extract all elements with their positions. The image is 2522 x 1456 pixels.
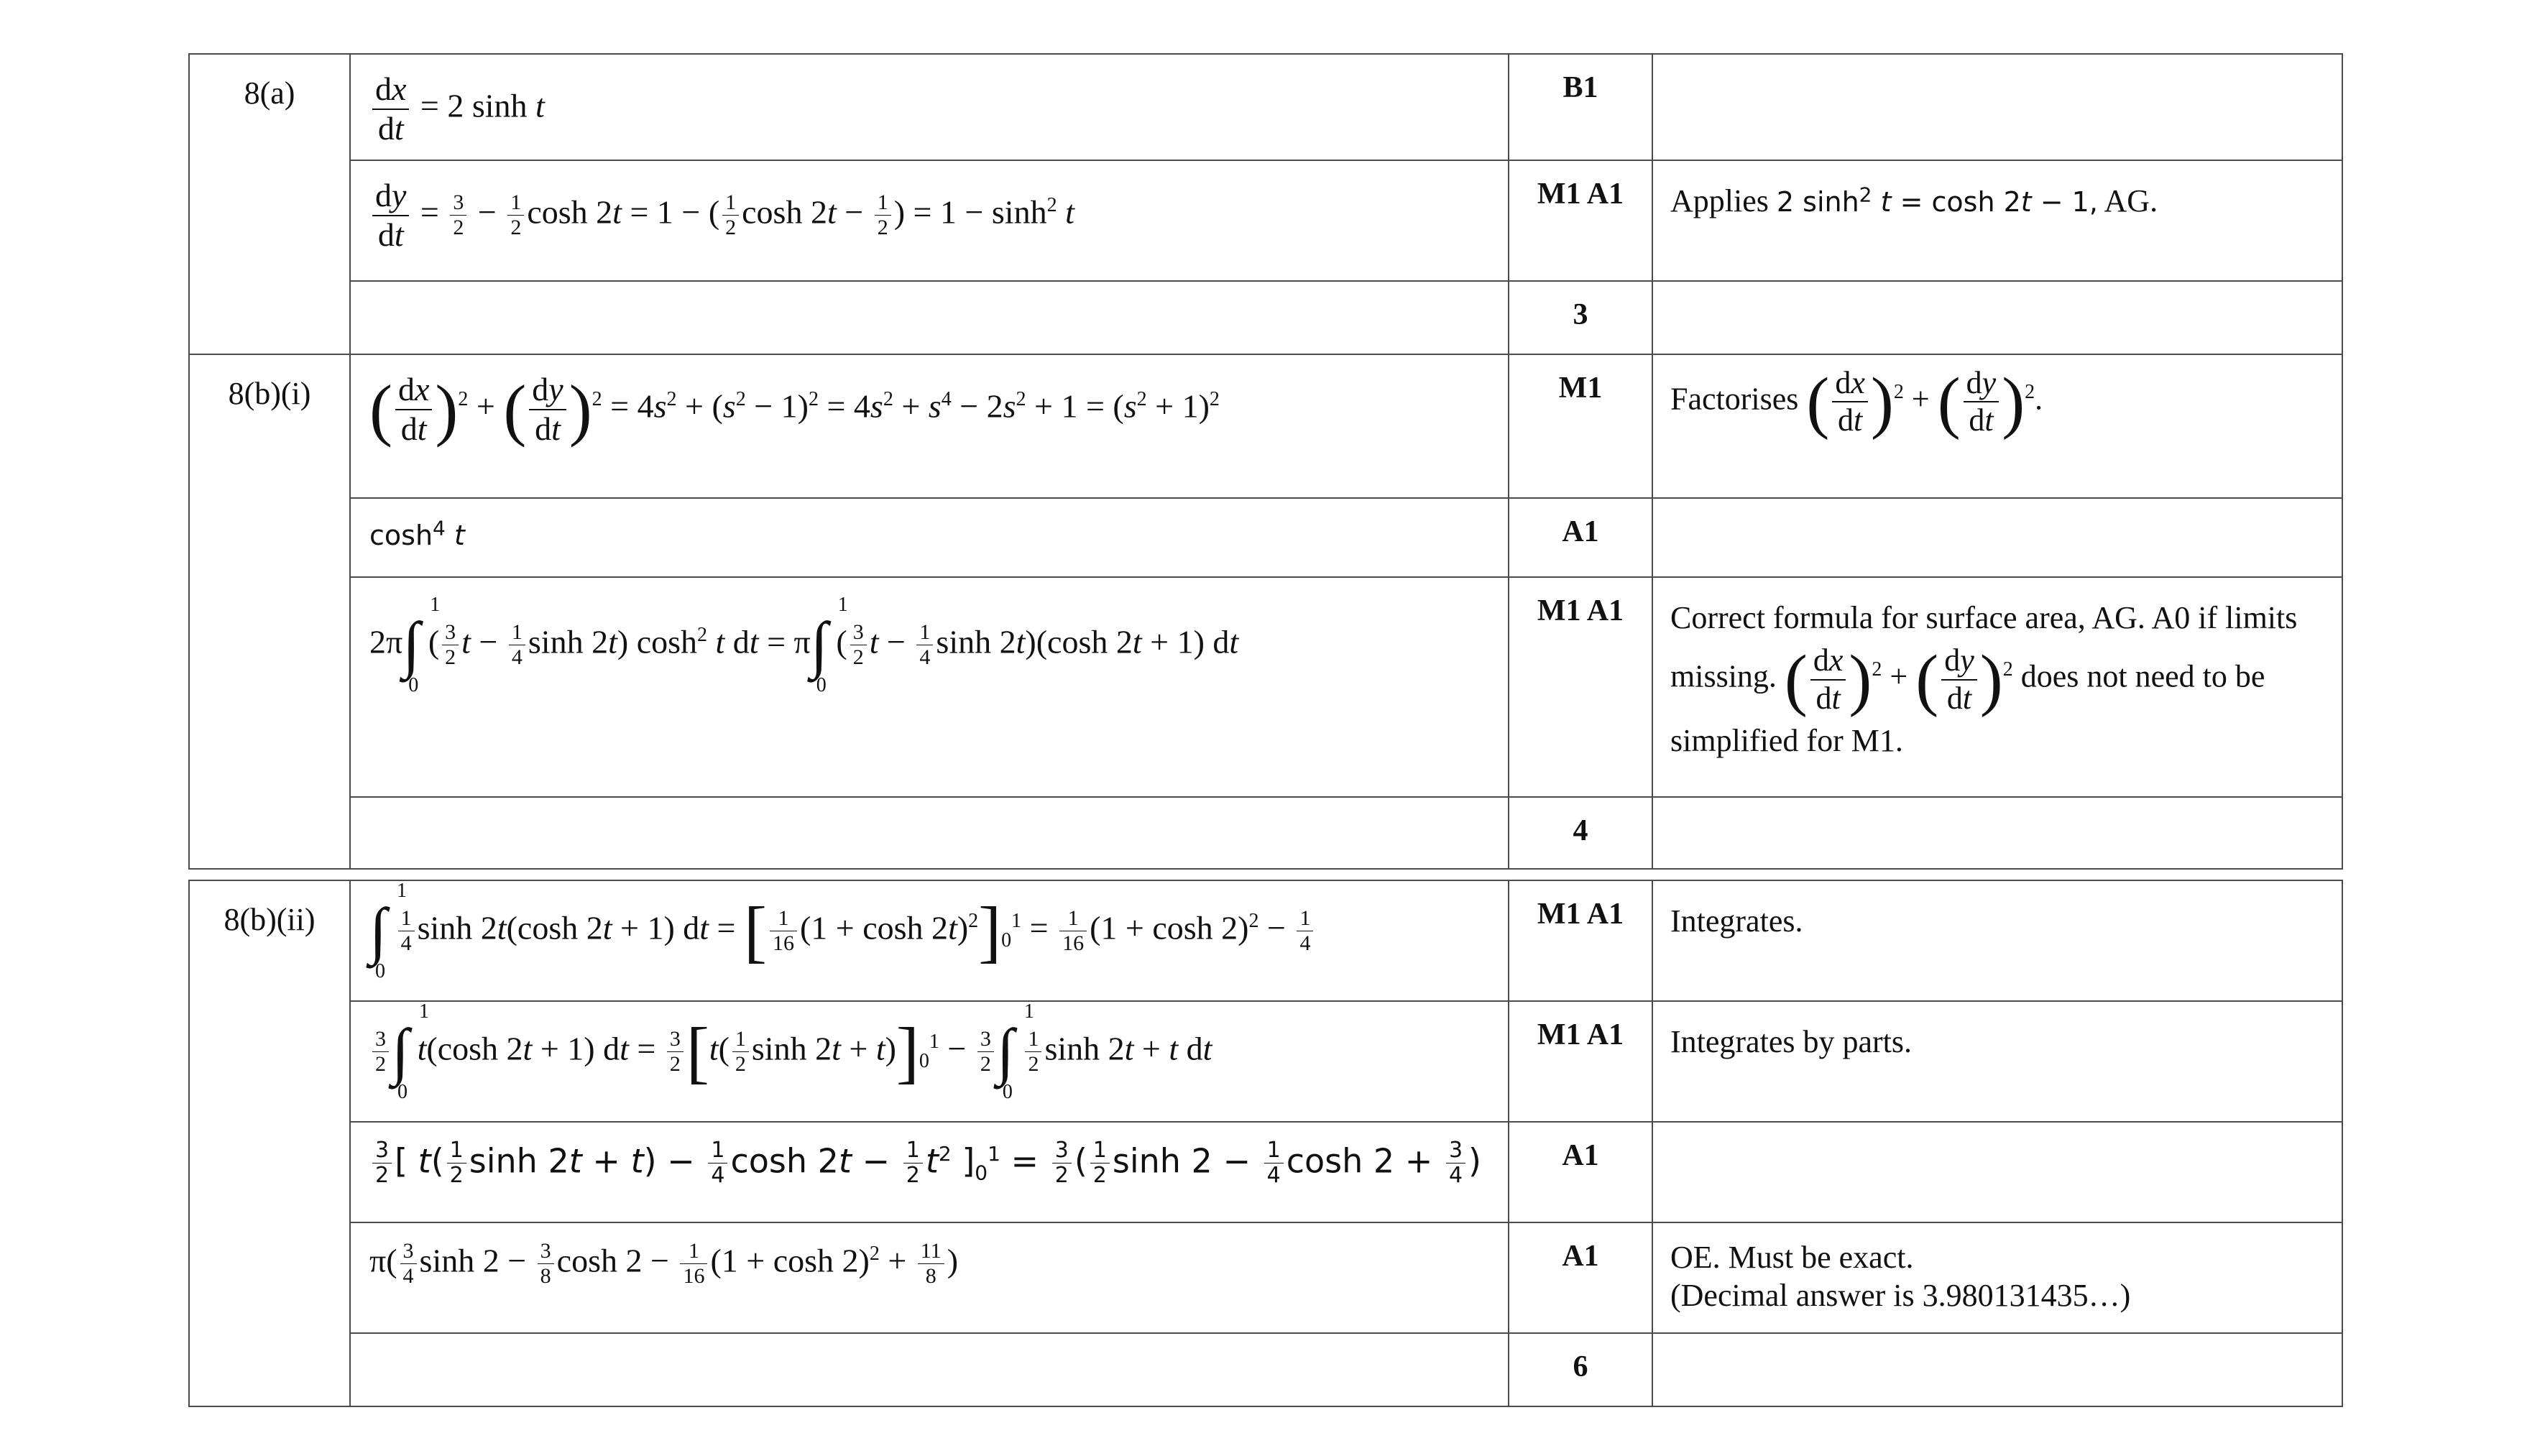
- marks: M1 A1: [1509, 1001, 1652, 1122]
- marks: B1: [1509, 54, 1652, 160]
- guidance: Integrates by parts.: [1652, 1001, 2342, 1122]
- answer-evaluated: $\frac{3}{2}$ [ t( $\frac{1}{2}$ sinh 2t + t) − $\frac{1}{4}$ cosh 2t − $\frac{1}{2}$ $t^2$ ]$_0^1$ = $\frac{3}{2}$ ( $\frac{1}{2}$ sinh 2 − $\frac{1}{4}$ cosh 2 + $\frac{3}{4}$ ): [350, 1122, 1509, 1222]
- guidance-empty: [1652, 498, 2342, 577]
- answer-empty: [350, 797, 1509, 869]
- answer-final: π( $\frac{3}{4}$ sinh 2 − $\frac{3}{8}$ cosh 2 − $\frac{1}{16}$ $(1 + \cosh 2)^2$ + $\frac{11}{8}$ ): [350, 1222, 1509, 1333]
- marks: A1: [1509, 1222, 1652, 1333]
- marks-total: 4: [1509, 797, 1652, 869]
- answer-surface-area: 2π∫ 1 0 ( $\frac{3}{2}$ t − $\frac{1}{4}$ sinh 2t) $\cosh^2 t$ dt = π∫ 1 0 ( $\frac{3}{2}$ t − $\frac{1}{4}$ sinh 2t)(cosh 2t + 1) dt: [350, 577, 1509, 797]
- answer-dx-dt: $\frac{dx}{dt}$ = 2 sinh t: [350, 54, 1509, 160]
- answer-sum-squares: ( $\frac{dx}{dt}$ )$^2$ + ( $\frac{dy}{dt}$ )$^2 = 4s^2 + (s^2 - 1)^2 = 4s^2 + s^4 - 2s^2 + 1 = (s^2 + 1)^2$: [350, 354, 1509, 498]
- answer-empty: [350, 281, 1509, 354]
- question-8bii: 8(b)(ii): [189, 880, 350, 1406]
- guidance: Applies 2 $\sinh^2 t = \cosh 2t - 1$, AG.: [1652, 160, 2342, 281]
- answer-by-parts: $\frac{3}{2}$ ∫ 1 0 t(cosh 2t + 1) dt = $\frac{3}{2}$ [t( $\frac{1}{2}$ $\sinh 2t + t)]_0^1$ − $\frac{3}{2}$ ∫ 1 0 $\frac{1}{2}$ sinh 2t + t dt: [350, 1001, 1509, 1122]
- guidance-empty: [1652, 797, 2342, 869]
- guidance: Factorises ( $\frac{dx}{dt}$ )$^2$ + ( $\frac{dy}{dt}$ )$^2$.: [1652, 354, 2342, 498]
- guidance: OE. Must be exact. (Decimal answer is 3.980131435…): [1652, 1222, 2342, 1333]
- guidance: Integrates.: [1652, 880, 2342, 1001]
- guidance: [1652, 54, 2342, 160]
- marks-total: 3: [1509, 281, 1652, 354]
- answer-empty: [350, 1333, 1509, 1406]
- answer-dy-dt: $\frac{dy}{dt}$ = $\frac{3}{2}$ − $\frac{1}{2}$ cosh 2t = 1 − ( $\frac{1}{2}$ cosh 2t − $\frac{1}{2}$ ) = $1 - \sinh^2 t$: [350, 160, 1509, 281]
- answer-cosh4: $\cosh^4 t$: [350, 498, 1509, 577]
- marks: M1 A1: [1509, 880, 1652, 1001]
- marks: M1: [1509, 354, 1652, 498]
- marks: A1: [1509, 1122, 1652, 1222]
- markscheme-table: [188, 53, 2342, 1407]
- question-8bi: 8(b)(i): [189, 354, 350, 869]
- guidance-empty: [1652, 1333, 2342, 1406]
- question-8a: 8(a): [189, 54, 350, 354]
- section-divider: [189, 869, 2342, 880]
- guidance: Correct formula for surface area, AG. A0 if limits missing. ( $\frac{dx}{dt}$ )$^2$ + ( $\frac{dy}{dt}$ )$^2$ does not need to be simplified for M1.: [1652, 577, 2342, 797]
- answer-integral-sinh: ∫ 1 0 $\frac{1}{4}$ sinh 2t(cosh 2t + 1) dt = [ $\frac{1}{16}$ $(1 + \cosh 2t)^2]_0^1$ = $\frac{1}{16}$ $(1 + \cosh 2)^2$ − $\frac{1}{4}$: [350, 880, 1509, 1001]
- marks: M1 A1: [1509, 577, 1652, 797]
- guidance-empty: [1652, 1122, 2342, 1222]
- marks-total: 6: [1509, 1333, 1652, 1406]
- marks: M1 A1: [1509, 160, 1652, 281]
- guidance-empty: [1652, 281, 2342, 354]
- marks: A1: [1509, 498, 1652, 577]
